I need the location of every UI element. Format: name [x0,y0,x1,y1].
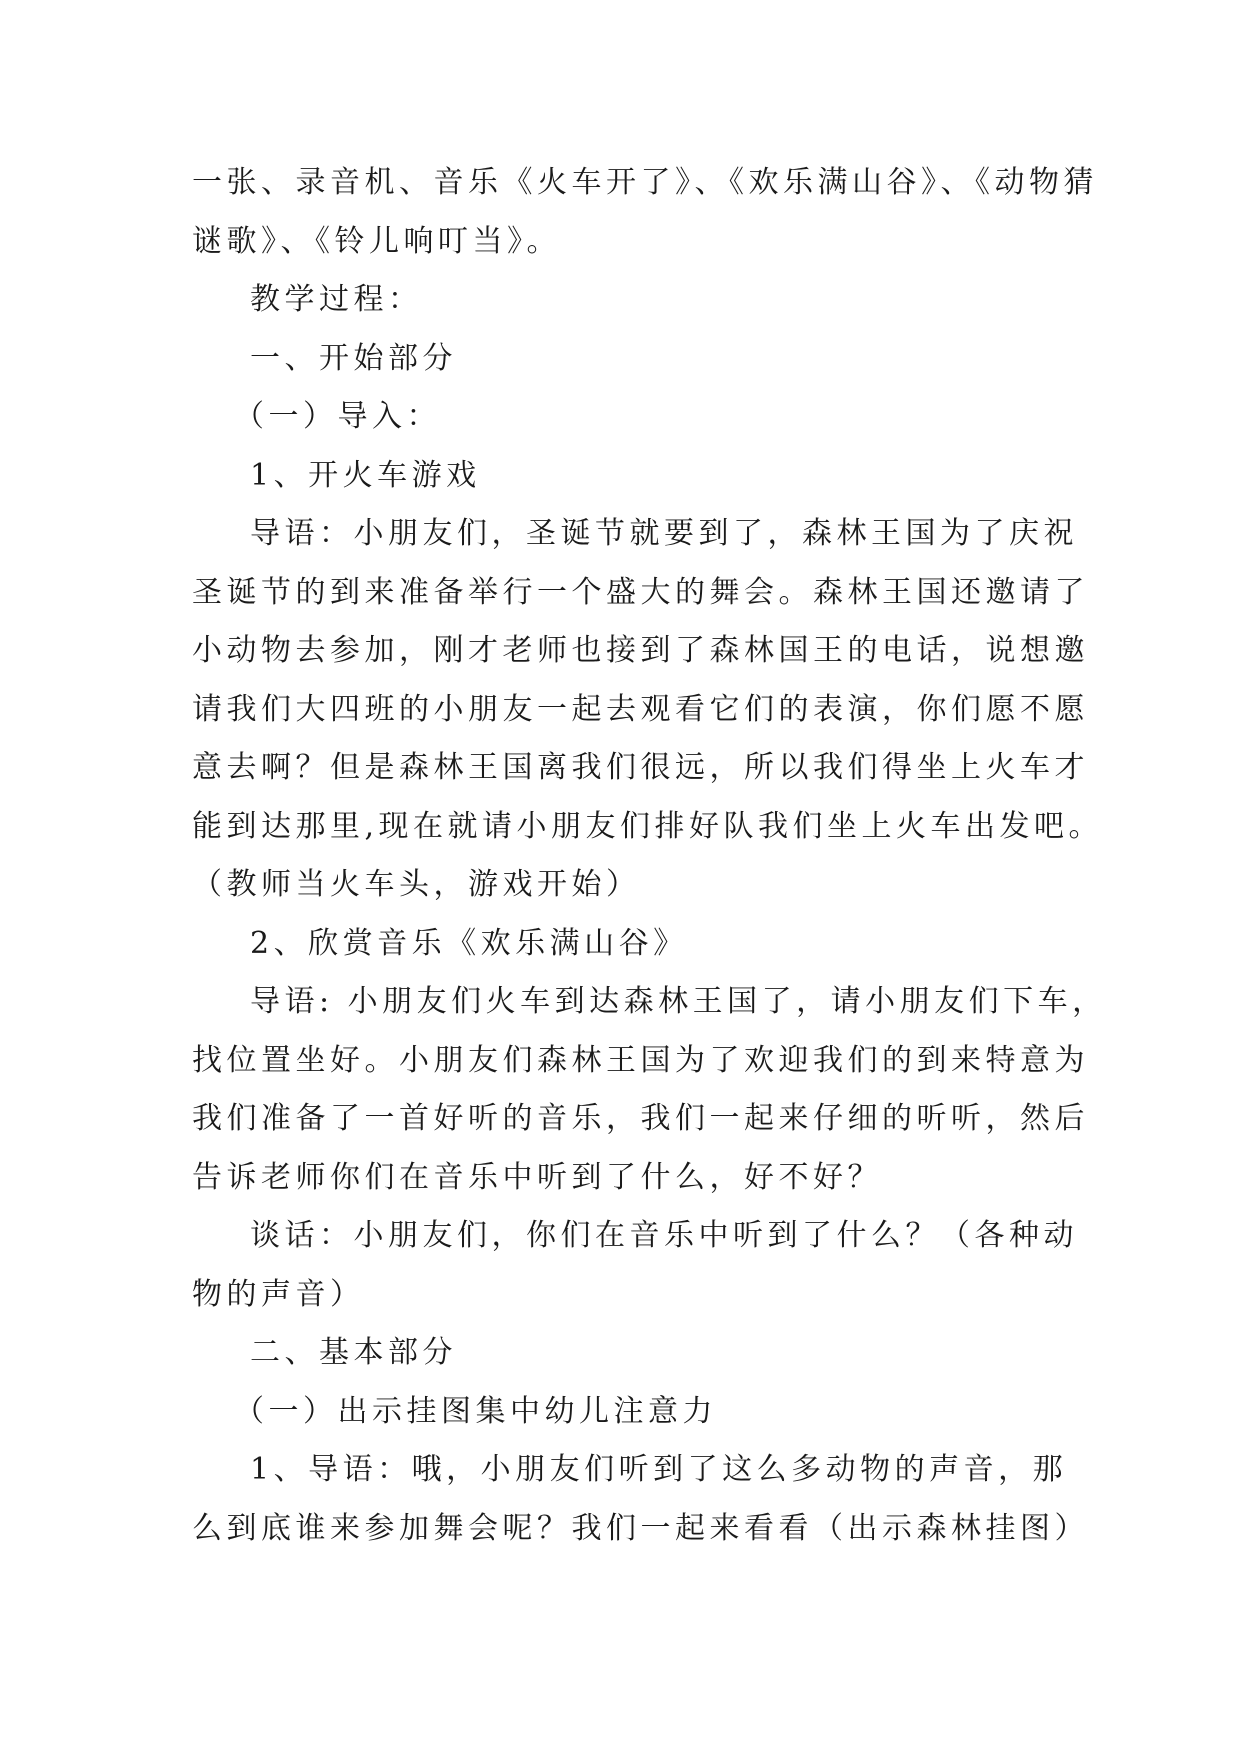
text-line: 一、开始部分 [250,340,457,376]
text-line: 能到达那里,现在就请小朋友们排好队我们坐上火车出发吧。 [192,808,1104,844]
text-line: 1、导语：哦，小朋友们听到了这么多动物的声音，那 [250,1452,1068,1487]
heading-section-one [192,330,1052,389]
text-line: （一）导入： [234,399,441,434]
paragraph-intro-speech [192,505,1104,915]
text-line: 物的声音） [192,1276,365,1312]
paragraph-music-speech [192,973,1107,1207]
text-line: 二、基本部分 [250,1335,457,1370]
paragraph-poster-speech [192,1441,1089,1558]
text-line: 意去啊？但是森林王国离我们很远，所以我们得坐上火车才 [192,750,1089,785]
text-line: 1、开火车游戏 [250,457,481,493]
text-line: 找位置坐好。小朋友们森林王国为了欢迎我们的到来特意为 [192,1042,1089,1078]
body-text [192,154,1107,1558]
text-line: 我们准备了一首好听的音乐，我们一起来仔细的听听，然后 [192,1101,1089,1136]
heading-train-game [192,447,1052,506]
text-line: 谈话：小朋友们，你们在音乐中听到了什么？（各种动 [250,1218,1078,1253]
heading-intro [192,388,1052,447]
paragraph-materials [192,154,1098,271]
text-line: 告诉老师你们在音乐中听到了什么，好不好？ [192,1159,882,1195]
text-line: 一张、录音机、音乐《火车开了》、《欢乐满山谷》、《动物猜 [192,165,1098,200]
text-line: 小动物去参加，刚才老师也接到了森林国王的电话，说想邀 [192,633,1089,668]
heading-show-poster [192,1383,1052,1442]
heading-section-two [192,1324,1052,1383]
text-line: 谜歌》、《铃儿响叮当》。 [192,223,561,259]
text-line: 导语：小朋友们，圣诞节就要到了，森林王国为了庆祝 [250,516,1078,551]
heading-teaching-process [192,271,1052,330]
text-line: （一）出示挂图集中幼儿注意力 [234,1393,717,1429]
paragraph-conversation [192,1207,1078,1324]
text-line: 圣诞节的到来准备举行一个盛大的舞会。森林王国还邀请了 [192,574,1089,610]
text-line: （教师当火车头，游戏开始） [192,867,641,902]
heading-music-appreciation [192,915,1052,974]
text-line: 请我们大四班的小朋友一起去观看它们的表演，你们愿不愿 [192,691,1089,727]
text-line: 2、欣赏音乐《欢乐满山谷》 [250,925,688,961]
text-line: 教学过程： [250,282,423,317]
text-line: 么到底谁来参加舞会呢？我们一起来看看（出示森林挂图） [192,1510,1089,1546]
text-line: 导语: 小朋友们火车到达森林王国了，请小朋友们下车， [250,984,1107,1019]
